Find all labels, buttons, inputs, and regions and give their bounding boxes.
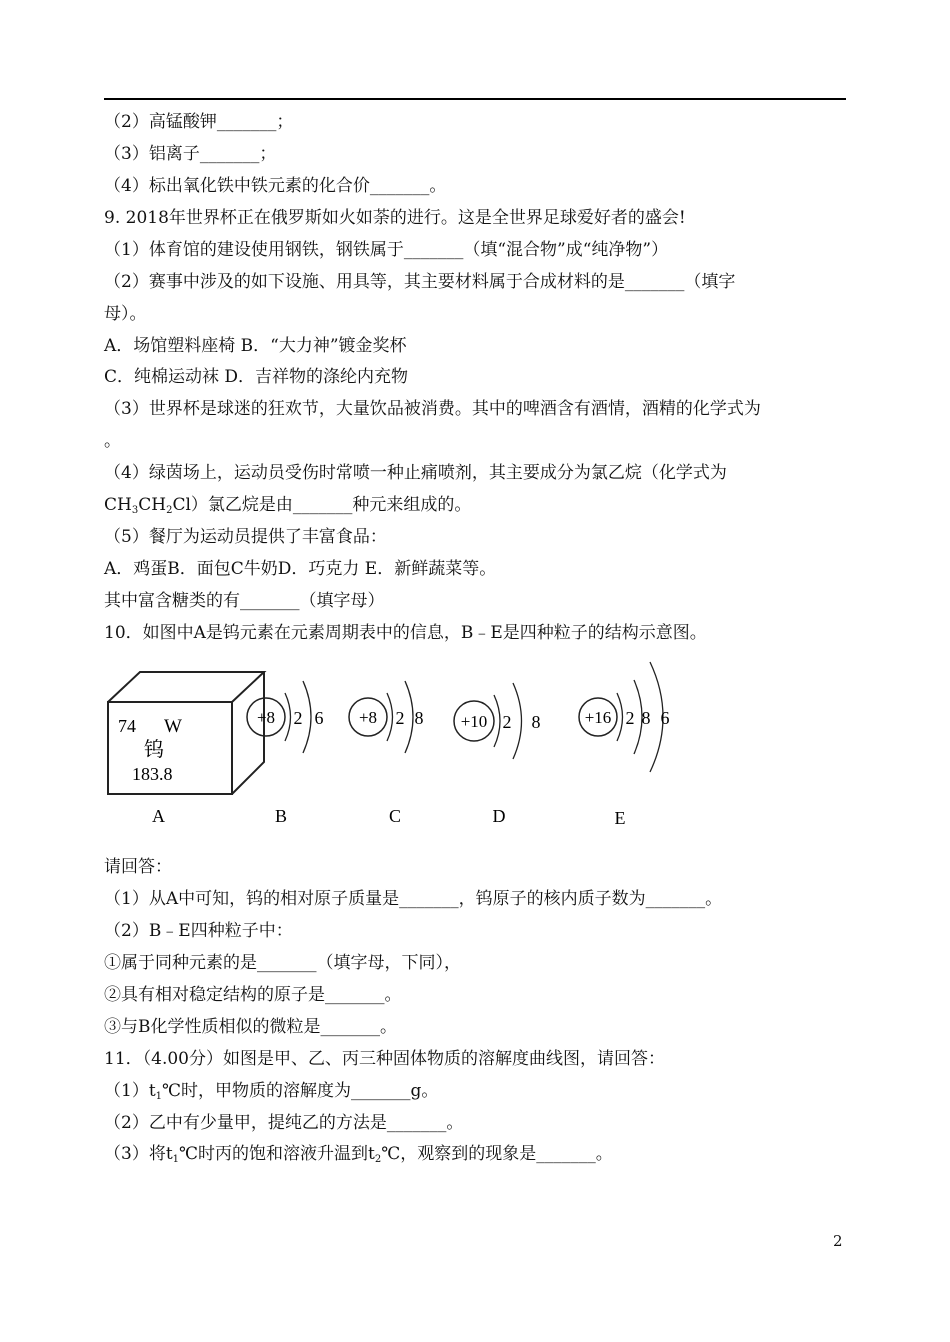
q9-part-5: （5）餐厅为运动员提供了丰富食品： [104, 527, 387, 547]
q9-stem: 9. 2018年世界杯正在俄罗斯如火如荼的进行。这是全世界足球爱好者的盛会! [104, 208, 686, 228]
nucleus-c: +8 [358, 708, 378, 727]
q9-part-4-cont: $CH_3CH_2Cl$）氯乙烷是由_______种元来组成的。 [104, 495, 472, 516]
page-number: 2 [833, 1232, 843, 1250]
label-c: C [388, 806, 402, 826]
shell-b-2: 6 [314, 708, 324, 728]
atomic-number: 74 [118, 716, 136, 736]
particle-e [579, 662, 670, 828]
nucleus-d: +10 [460, 712, 488, 731]
q9-part-2-cont: 母）。 [104, 304, 147, 324]
shell-e-1: 2 [625, 708, 635, 728]
header-rule [104, 98, 846, 100]
q9-food-options: A．鸡蛋B．面包C牛奶D．巧克力 E．新鲜蔬菜等。 [104, 559, 497, 579]
q11-part-2: （2）乙中有少量甲，提纯乙的方法是_______。 [104, 1113, 464, 1133]
q11-part-1: $(1)t_1℃$时，甲物质的溶解度为_______g。 [104, 1081, 439, 1102]
atomic-mass: 183.8 [132, 764, 173, 784]
q9-part-4: （4）绿茵场上，运动员受伤时常喷一种止痛喷剂，其主要成分为氯乙烷（化学式为 [104, 463, 727, 483]
label-b: B [274, 806, 288, 826]
atomic-structure-figure [100, 650, 700, 830]
label-a: A [152, 806, 165, 826]
q10-part-1: （1）从A中可知，钨的相对原子质量是_______，钨原子的核内质子数为_______。 [104, 889, 723, 909]
q10-part-2-c: ③与B化学性质相似的微粒是_______。 [104, 1017, 397, 1037]
shell-e-2: 8 [641, 708, 651, 728]
element-name: 钨 [144, 737, 164, 761]
q9-part-3-cont: 。 [104, 431, 121, 451]
q10-part-2-b: ②具有相对稳定结构的原子是_______。 [104, 985, 402, 1005]
q8-line-2: （2）高锰酸钾_______； [104, 112, 294, 132]
q8-line-3: （3）铝离子_______； [104, 144, 277, 164]
q9-part-1: （1）体育馆的建设使用钢铁，钢铁属于_______（填“混合物”成“纯净物”） [104, 240, 669, 260]
shell-d-1: 2 [502, 712, 512, 732]
shell-c-2: 8 [414, 708, 424, 728]
element-symbol: W [164, 716, 182, 737]
q10-stem: 10．如图中A是钨元素在元素周期表中的信息，B﹣E是四种粒子的结构示意图。 [104, 623, 707, 643]
q9-options-cd: C．纯棉运动袜 D．吉祥物的涤纶内充物 [104, 367, 409, 387]
shell-d-2: 8 [531, 712, 541, 732]
q11-stem: 11．（4.00分）如图是甲、乙、丙三种固体物质的溶解度曲线图，请回答： [104, 1049, 665, 1069]
nucleus-b: +8 [256, 708, 276, 727]
shell-c-1: 2 [395, 708, 405, 728]
shell-e-3: 6 [660, 708, 670, 728]
label-e: E [614, 808, 626, 828]
q9-part-5-question: 其中富含糖类的有_______（填字母） [104, 591, 385, 611]
particle-c [349, 681, 424, 826]
nucleus-e: +16 [584, 708, 612, 727]
q9-options-ab: A．场馆塑料座椅 B．“大力神”镀金奖杯 [104, 336, 407, 356]
particle-d [454, 683, 541, 826]
q10-prompt: 请回答： [104, 857, 172, 877]
label-d: D [492, 806, 506, 826]
q10-part-2-a: ①属于同种元素的是_______（填字母，下同）， [104, 953, 461, 973]
particle-b [247, 681, 324, 826]
q11-part-3: （3）将$t_1℃$时丙的饱和溶液升温到$t_2℃$，观察到的现象是_______。 [104, 1144, 613, 1165]
q9-part-3: （3）世界杯是球迷的狂欢节，大量饮品被消费。其中的啤酒含有酒情，酒精的化学式为 [104, 399, 761, 419]
q8-line-4: （4）标出氧化铁中铁元素的化合价_______。 [104, 176, 447, 196]
q9-part-2: （2）赛事中涉及的如下设施、用具等，其主要材料属于合成材料的是_______（填字 [104, 272, 736, 292]
shell-b-1: 2 [293, 708, 303, 728]
q10-part-2: （2）B﹣E四种粒子中： [104, 921, 293, 941]
